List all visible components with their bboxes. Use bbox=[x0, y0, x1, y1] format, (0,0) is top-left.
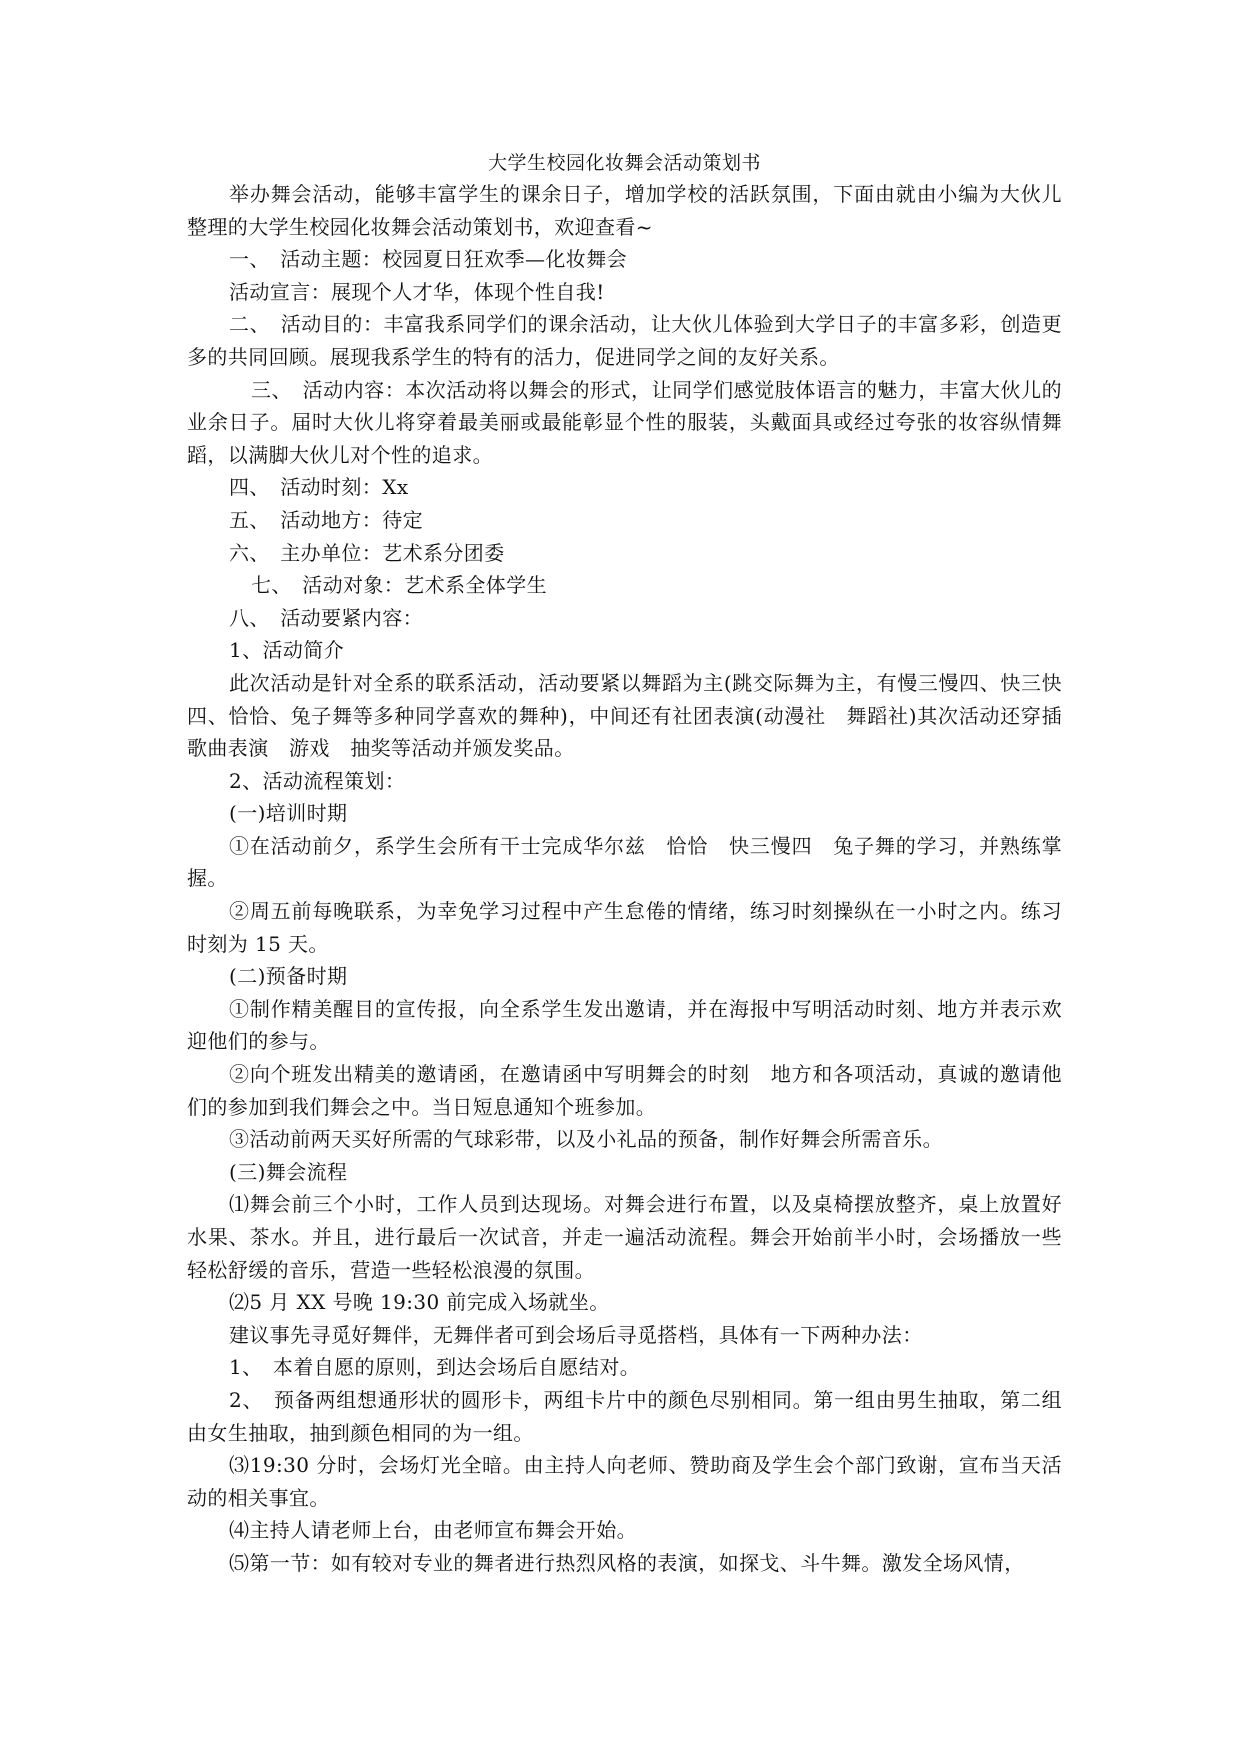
subsection-1-intro-body: 此次活动是针对全系的联系活动，活动要紧以舞蹈为主(跳交际舞为主，有慢三慢四、快三快四、恰恰、兔子舞等多种同学喜欢的舞种)，中间还有社团表演(动漫社 舞蹈社)其次活动还穿插歌曲表演 游戏 抽奖等活动并颁发奖品。 bbox=[187, 670, 1062, 761]
subsection-1-intro-heading: 1、活动简介 bbox=[229, 638, 345, 663]
subsection-2-flow-heading: 2、活动流程策划： bbox=[229, 768, 406, 793]
phase-2-heading: (二)预备时期 bbox=[229, 964, 348, 989]
phase-3-heading: (三)舞会流程 bbox=[229, 1159, 348, 1184]
phase-3-step-5: ⑸第一节：如有较对专业的舞者进行热烈风格的表演，如探戈、斗牛舞。激发全场风情， bbox=[229, 1550, 1025, 1575]
phase-3-step-1: ⑴舞会前三个小时，工作人员到达现场。对舞会进行布置，以及桌椅摆放整齐，桌上放置好水果、茶水。并且，进行最后一次试音，并走一遍活动流程。舞会开始前半小时，会场播放一些轻松舒缓的音乐，营造一些轻松浪漫的氛围。 bbox=[187, 1192, 1062, 1282]
phase-3-step-2: ⑵5 月 XX 号晚 19:30 前完成入场就坐。 bbox=[229, 1290, 610, 1315]
section-8-main-content: 八、 活动要紧内容： bbox=[229, 605, 423, 630]
phase-2-item-3: ③活动前两天买好所需的气球彩带，以及小礼品的预备，制作好舞会所需音乐。 bbox=[229, 1127, 943, 1152]
phase-1-heading: (一)培训时期 bbox=[229, 801, 348, 826]
document-page bbox=[187, 148, 1062, 1580]
phase-3-step-4: ⑷主持人请老师上台，由老师宣布舞会开始。 bbox=[229, 1518, 637, 1543]
partner-method-2: 2、 预备两组想通形状的圆形卡，两组卡片中的颜色尽别相同。第一组由男生抽取，第二组由女生抽取，抽到颜色相同的为一组。 bbox=[187, 1387, 1062, 1445]
document-title: 大学生校园化妆舞会活动策划书 bbox=[487, 152, 761, 174]
section-4-time: 四、 活动时刻：Xx bbox=[229, 475, 409, 500]
partner-method-1: 1、 本着自愿的原则，到达会场后自愿结对。 bbox=[229, 1355, 641, 1380]
intro-paragraph: 举办舞会活动，能够丰富学生的课余日子，增加学校的活跃氛围，下面由就由小编为大伙儿整理的大学生校园化妆舞会活动策划书，欢迎查看~ bbox=[187, 182, 1062, 239]
section-3-content: 三、 活动内容：本次活动将以舞会的形式，让同学们感觉肢体语言的魅力，丰富大伙儿的业余日子。届时大伙儿将穿着最美丽或最能彰显个性的服装，头戴面具或经过夸张的妆容纵情舞蹈，以满脚大伙儿对个性的追求。 bbox=[187, 377, 1062, 467]
section-6-organizer: 六、 主办单位：艺术系分团委 bbox=[229, 540, 505, 565]
phase-1-item-1: ①在活动前夕，系学生会所有干士完成华尔兹 恰恰 快三慢四 兔子舞的学习，并熟练掌握。 bbox=[187, 833, 1062, 891]
section-2-purpose: 二、 活动目的：丰富我系同学们的课余活动，让大伙儿体验到大学日子的丰富多彩，创造更多的共同回顾。展现我系学生的特有的活力，促进同学之间的友好关系。 bbox=[187, 312, 1062, 369]
phase-2-item-1: ①制作精美醒目的宣传报，向全系学生发出邀请，并在海报中写明活动时刻、地方并表示欢迎他们的参与。 bbox=[187, 996, 1062, 1054]
section-7-audience: 七、 活动对象：艺术系全体学生 bbox=[251, 573, 547, 598]
section-5-place: 五、 活动地方：待定 bbox=[229, 507, 423, 532]
phase-1-item-2: ②周五前每晚联系，为幸免学习过程中产生怠倦的情绪，练习时刻操纵在一小时之内。练习时刻为 15 天。 bbox=[187, 899, 1062, 956]
phase-3-step-3: ⑶19:30 分时，会场灯光全暗。由主持人向老师、赞助商及学生会个部门致谢，宣布当天活动的相关事宜。 bbox=[187, 1453, 1062, 1510]
phase-2-item-2: ②向个班发出精美的邀请函，在邀请函中写明舞会的时刻 地方和各项活动，真诚的邀请他们的参加到我们舞会之中。当日短息通知个班参加。 bbox=[187, 1062, 1062, 1119]
partner-suggestion: 建议事先寻觅好舞伴，无舞伴者可到会场后寻觅搭档，具体有一下两种办法： bbox=[229, 1322, 923, 1347]
section-1-theme: 一、 活动主题：校园夏日狂欢季—化妆舞会 bbox=[229, 247, 627, 272]
activity-slogan: 活动宣言：展现个人才华，体现个性自我! bbox=[229, 279, 605, 304]
